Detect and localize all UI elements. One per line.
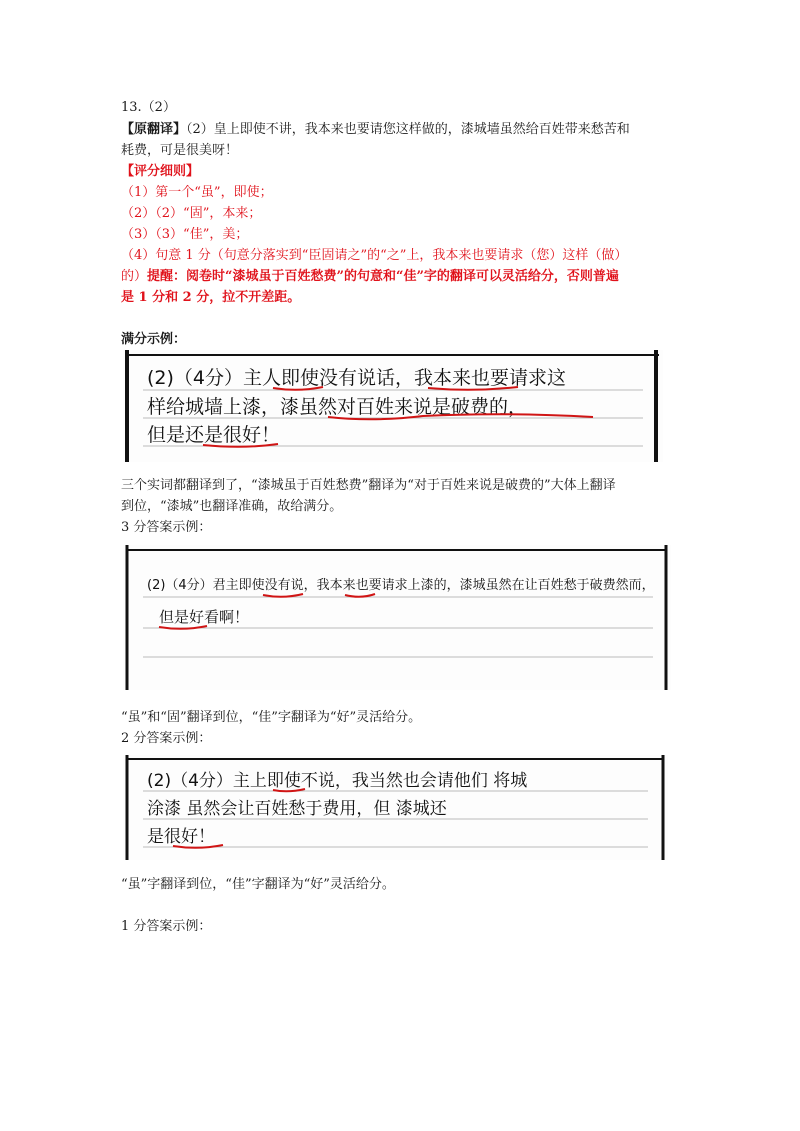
full-score-answer-image: [123, 350, 663, 462]
scoring-rule-3: （3）（3）“佳”，美；: [121, 227, 249, 242]
scoring-reminder-line3: 是 1 分和 2 分，拉不开差距。: [121, 290, 301, 305]
score3-comment: “虽”和“固”翻译到位，“佳”字翻译为“好”灵活给分。: [121, 710, 422, 725]
score3-answer-image: [123, 545, 671, 690]
score2-comment: “虽”字翻译到位，“佳”字翻译为“好”灵活给分。: [121, 877, 395, 892]
original-translation-label: 【原翻译】: [121, 122, 187, 137]
score3-hw-line1: (2)（4分）君主即使没有说，我本来也要请求上漆的，漆城虽然在让百姓愁于破费然而，: [147, 578, 655, 593]
original-translation-text1: （2）皇上即使不讲，我本来也要请您这样做的，漆城墙虽然给百姓带来愁苦和: [186, 122, 630, 137]
full-score-hw-line1: (2)（4分）主人即使没有说话，我本来也要请求这: [147, 367, 567, 389]
score2-hw-line2: 涂漆 虽然会让百姓愁于费用，但 漆城还: [147, 799, 447, 819]
question-number: 13.（2）: [121, 100, 176, 115]
full-score-comment-line2: 到位，“漆城”也翻译准确，故给满分。: [121, 499, 343, 514]
score3-hw-line2: 但是好看啊！: [159, 608, 250, 626]
full-score-hw-line3: 但是还是很好！: [147, 424, 281, 446]
original-translation-line1: [121, 121, 630, 139]
scoring-reminder: 提醒：阅卷时“漆城虽于百姓愁费”的句意和“佳”字的翻译可以灵活给分，否则普遍: [147, 269, 619, 284]
scoring-rule-4-prefix: 的）: [121, 269, 148, 284]
full-score-comment-line1: 三个实词都翻译到了，“漆城虽于百姓愁费”翻译为“对于百姓来说是破费的”大体上翻译: [121, 478, 616, 493]
scoring-rule-2: （2）（2）“固”，本来；: [121, 206, 262, 221]
scoring-heading: 【评分细则】: [121, 164, 200, 179]
score1-heading: 1 分答案示例：: [121, 919, 212, 934]
score2-heading: 2 分答案示例：: [121, 731, 212, 746]
score2-hw-line3: 是很好！: [147, 827, 215, 847]
scoring-rule-1: （1）第一个“虽”，即使；: [121, 185, 273, 200]
score2-answer-image: [123, 755, 668, 860]
original-translation-line2: 耗费，可是很美呀！: [121, 143, 239, 158]
scoring-rule-4-line1: （4）句意 1 分（句意分落实到“臣固请之”的“之”上，我本来也要请求（您）这样（做）: [121, 248, 628, 263]
full-score-heading: 满分示例：: [121, 332, 187, 347]
full-score-hw-line2: 样给城墙上漆，漆虽然对百姓来说是破费的，: [147, 396, 528, 418]
score3-heading: 3 分答案示例：: [121, 520, 212, 535]
score2-hw-line1: (2)（4分）主上即使不说，我当然也会请他们 将城: [147, 771, 528, 791]
scoring-rule-4-line2: [121, 268, 619, 286]
